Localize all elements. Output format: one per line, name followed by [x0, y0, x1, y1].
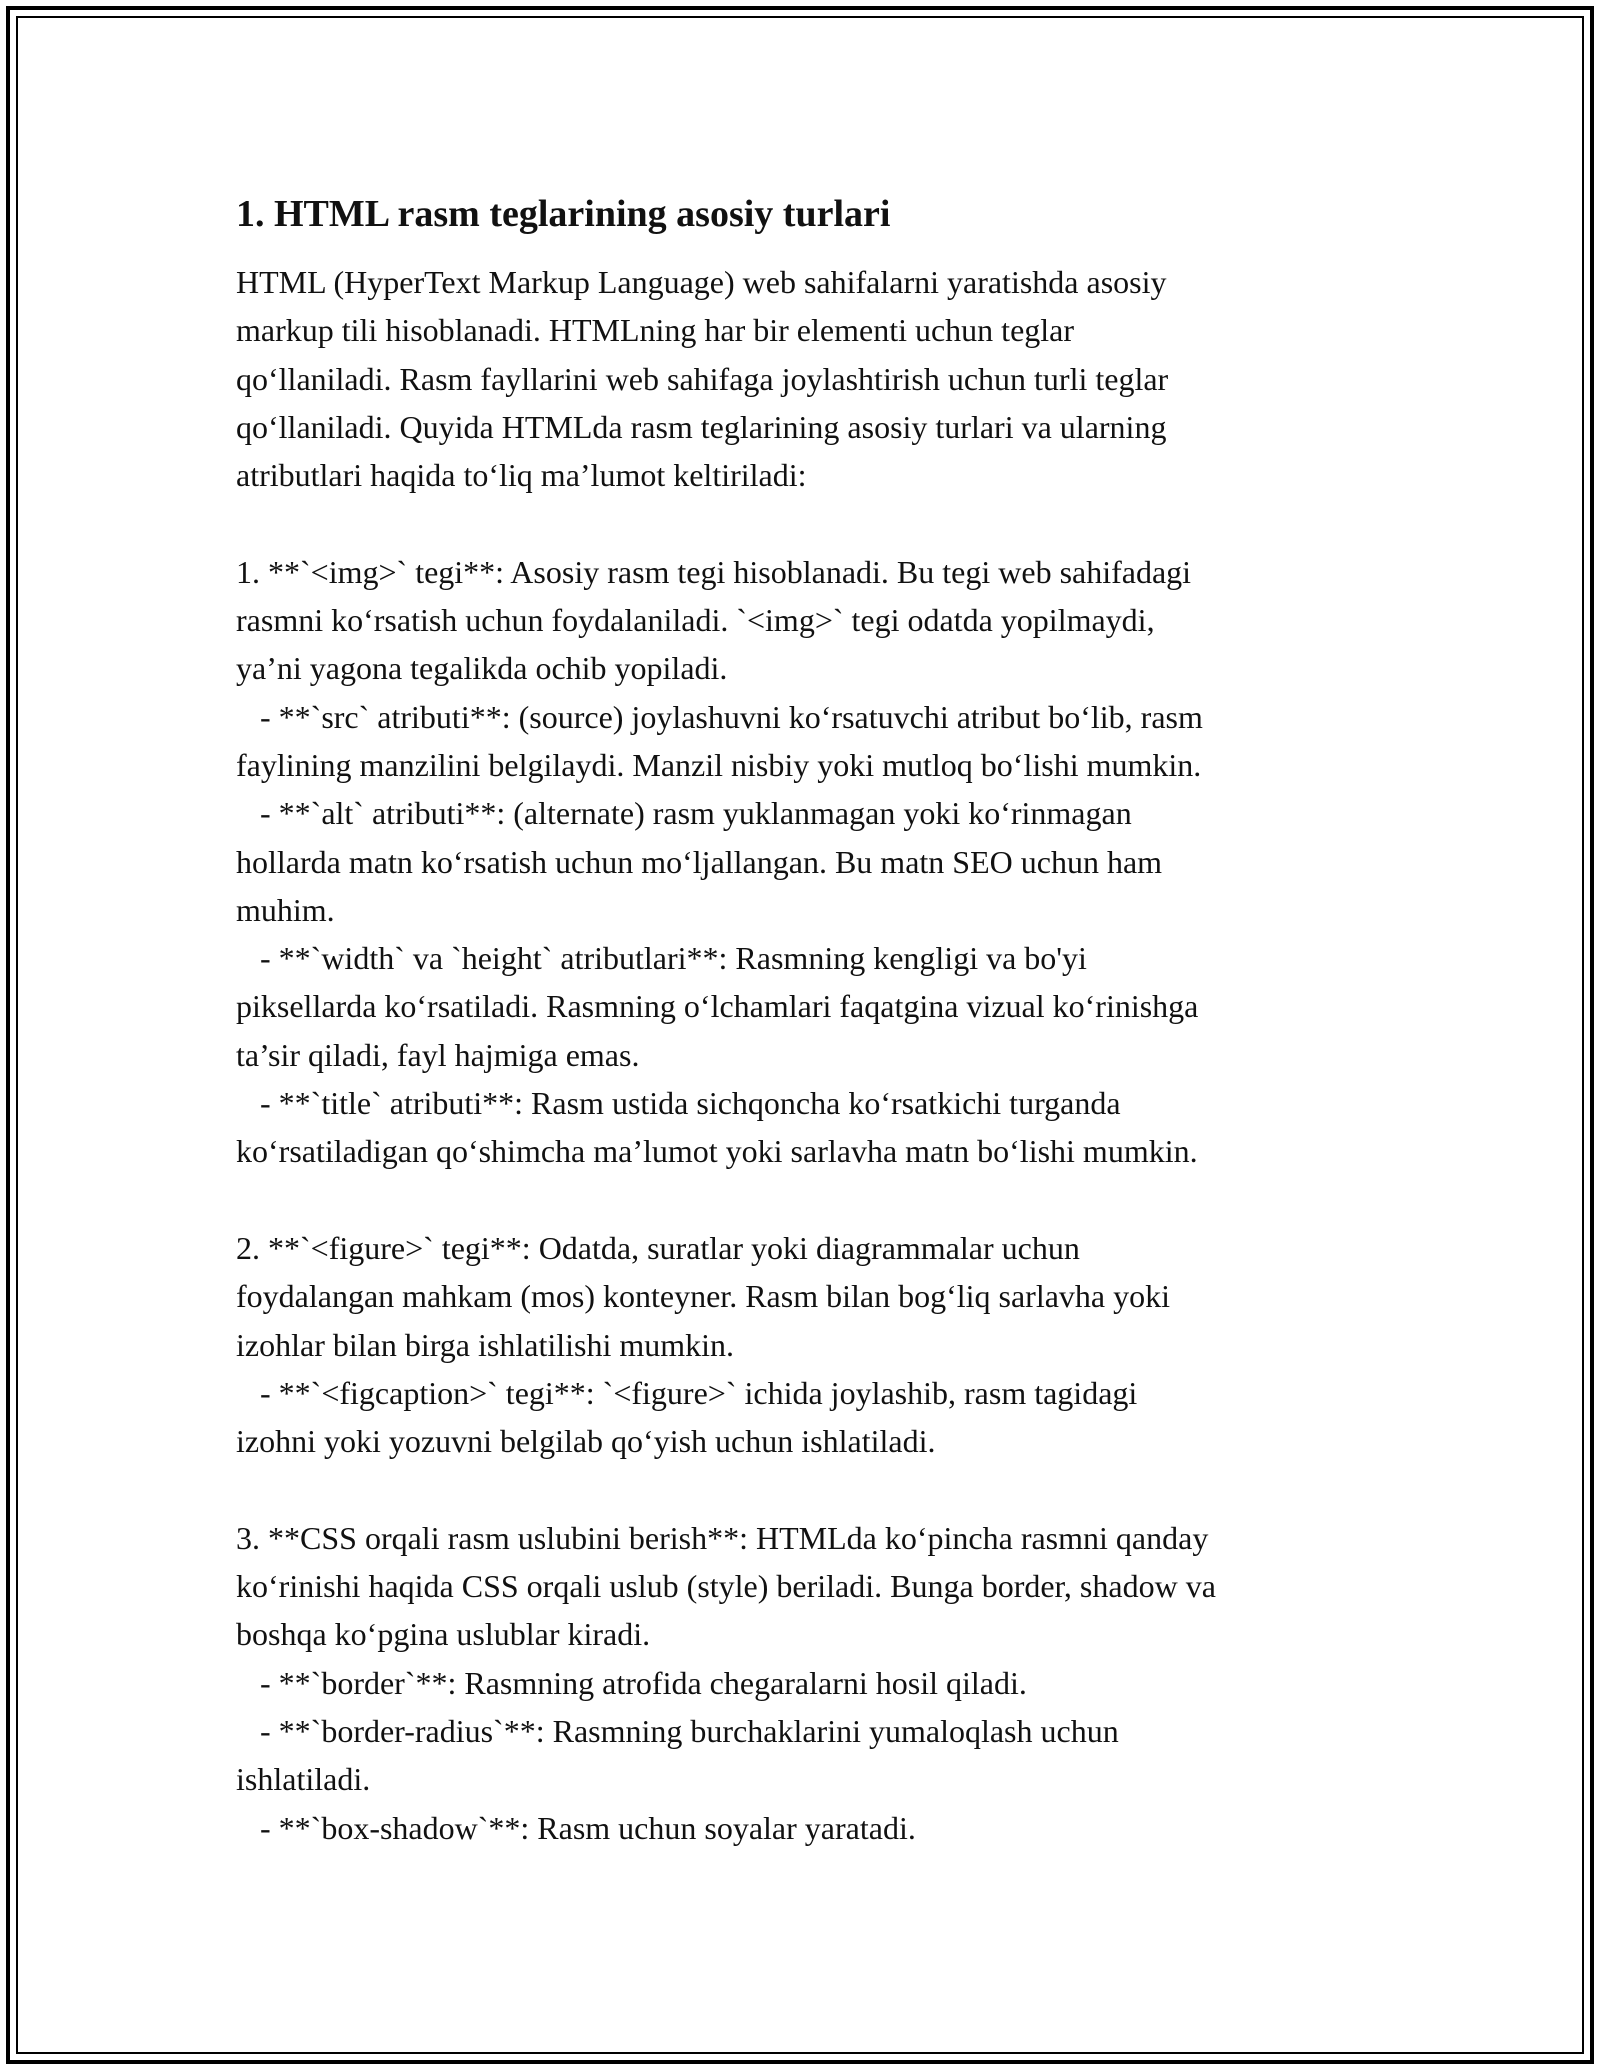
document-title: 1. HTML rasm teglarining asosiy turlari [236, 193, 891, 235]
document-content [236, 186, 1396, 1852]
document-body-text: HTML (HyperText Markup Language) web sahifalarni yaratishda asosiy markup tili hisoblanadi. HTMLning har bir elementi uchun teglar qo‘llaniladi. Rasm fayllarini web sahifaga joylashtirish uchun turli teglar qo‘llaniladi. Quyida HTMLda rasm teglarining asosiy turlari va ularning atributlari haqida to‘liq ma’lumot keltiriladi: 1. **`<img>` tegi**: Asosiy rasm tegi hisoblanadi. Bu tegi web sahifadagi rasmni ko‘rsatish uchun foydalaniladi. `<img>` tegi odatda yopilmaydi, ya’ni yagona tegalikda ochib yopiladi. - **`src` atributi**: (source) joylashuvni ko‘rsatuvchi atribut bo‘lib, rasm faylining manzilini belgilaydi. Manzil nisbiy yoki mutloq bo‘lishi mumkin. - **`alt` atributi**: (alternate) rasm yuklanmagan yoki ko‘rinmagan hollarda matn ko‘rsatish uchun mo‘ljallangan. Bu matn SEO uchun ham muhim. - **`width` va `height` atributlari**: Rasmning kengligi va bo'yi piksellarda ko‘rsatiladi. Rasmning o‘lchamlari faqatgina vizual ko‘rinishga ta’sir qiladi, fayl hajmiga emas. - **`title` atributi**: Rasm ustida sichqoncha ko‘rsatkichi turganda ko‘rsatiladigan qo‘shimcha ma’lumot yoki sarlavha matn bo‘lishi mumkin. 2. **`<figure>` tegi**: Odatda, suratlar yoki diagrammalar uchun foydalangan mahkam (mos) konteyner. Rasm bilan bog‘liq sarlavha yoki izohlar bilan birga ishlatilishi mumkin. - **`<figcaption>` tegi**: `<figure>` ichida joylashib, rasm tagidagi izohni yoki yozuvni belgilab qo‘yish uchun ishlatiladi. 3. **CSS orqali rasm uslubini berish**: HTMLda ko‘pincha rasmni qanday ko‘rinishi haqida CSS orqali uslub (style) beriladi. Bunga border, shadow va boshqa ko‘pgina uslublar kiradi. - **`border`**: Rasmning atrofida chegaralarni hosil qiladi. - **`border-radius`**: Rasmning burchaklarini yumaloqlash uchun ishlatiladi. - **`box-shadow`**: Rasm uchun soyalar yaratadi. [236, 264, 1216, 1846]
